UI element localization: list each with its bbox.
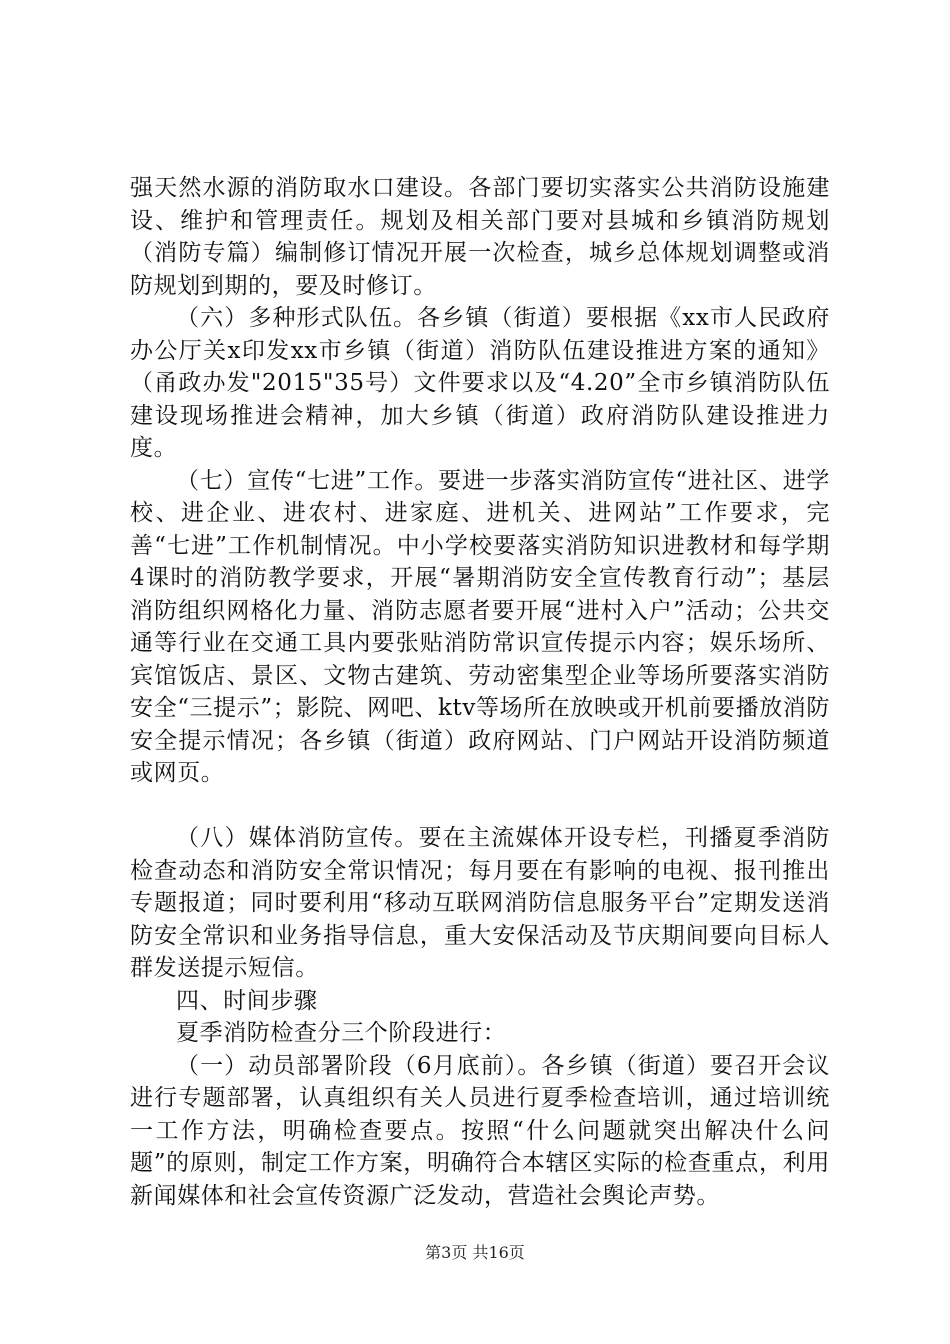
document-body [130,172,830,1212]
paragraph-eight-media: （八）媒体消防宣传。要在主流媒体开设专栏，刊播夏季消防检查动态和消防安全常识情况；每月要在有影响的电视、报刊推出专题报道；同时要利用“移动互联网消防信息服务平台”定期发送消防安全常识和业务指导信息，重大安保活动及节庆期间要向目标人群发送提示短信。 [130,825,830,981]
paragraph-seven-publicity: （七）宣传“七进”工作。要进一步落实消防宣传“进社区、进学校、进企业、进农村、进家庭、进机关、进网站”工作要求，完善“七进”工作机制情况。中小学校要落实消防知识进教材和每学期4课时的消防教学要求，开展“暑期消防安全宣传教育行动”；基层消防组织网格化力量、消防志愿者要开展“进村入户”活动；公共交通等行业在交通工具内要张贴消防常识宣传提示内容；娱乐场所、宾馆饭店、景区、文物古建筑、劳动密集型企业等场所要落实消防安全“三提示”；影院、网吧、ktv等场所在放映或开机前要播放消防安全提示情况；各乡镇（街道）政府网站、门户网站开设消防频道或网页。 [130,467,830,786]
paragraph-three-stages: 夏季消防检查分三个阶段进行： [176,1020,507,1046]
paragraph-stage-one: （一）动员部署阶段（6月底前）。各乡镇（街道）要召开会议进行专题部署，认真组织有关人员进行夏季检查培训，通过培训统一工作方法，明确检查要点。按照“什么问题就突出解决什么问题”的原则，制定工作方案，明确符合本辖区实际的检查重点，利用新闻媒体和社会宣传资源广泛发动，营造社会舆论声势。 [130,1052,830,1209]
section-heading-time-steps: 四、时间步骤 [176,987,318,1014]
paragraph-six-team: （六）多种形式队伍。各乡镇（街道）要根据《xx市人民政府办公厅关x印发xx市乡镇（街道）消防队伍建设推进方案的通知》（甬政办发"2015"35号）文件要求以及“4.20”全市乡镇消防队伍建设现场推进会精神，加大乡镇（街道）政府消防队建设推进力度。 [130,305,830,461]
page-footer: 第3页 共16页 [425,1243,525,1262]
paragraph-fire-water-source: 强天然水源的消防取水口建设。各部门要切实落实公共消防设施建设、维护和管理责任。规划及相关部门要对县城和乡镇消防规划（消防专篇）编制修订情况开展一次检查，城乡总体规划调整或消防规划到期的，要及时修订。 [130,175,830,299]
